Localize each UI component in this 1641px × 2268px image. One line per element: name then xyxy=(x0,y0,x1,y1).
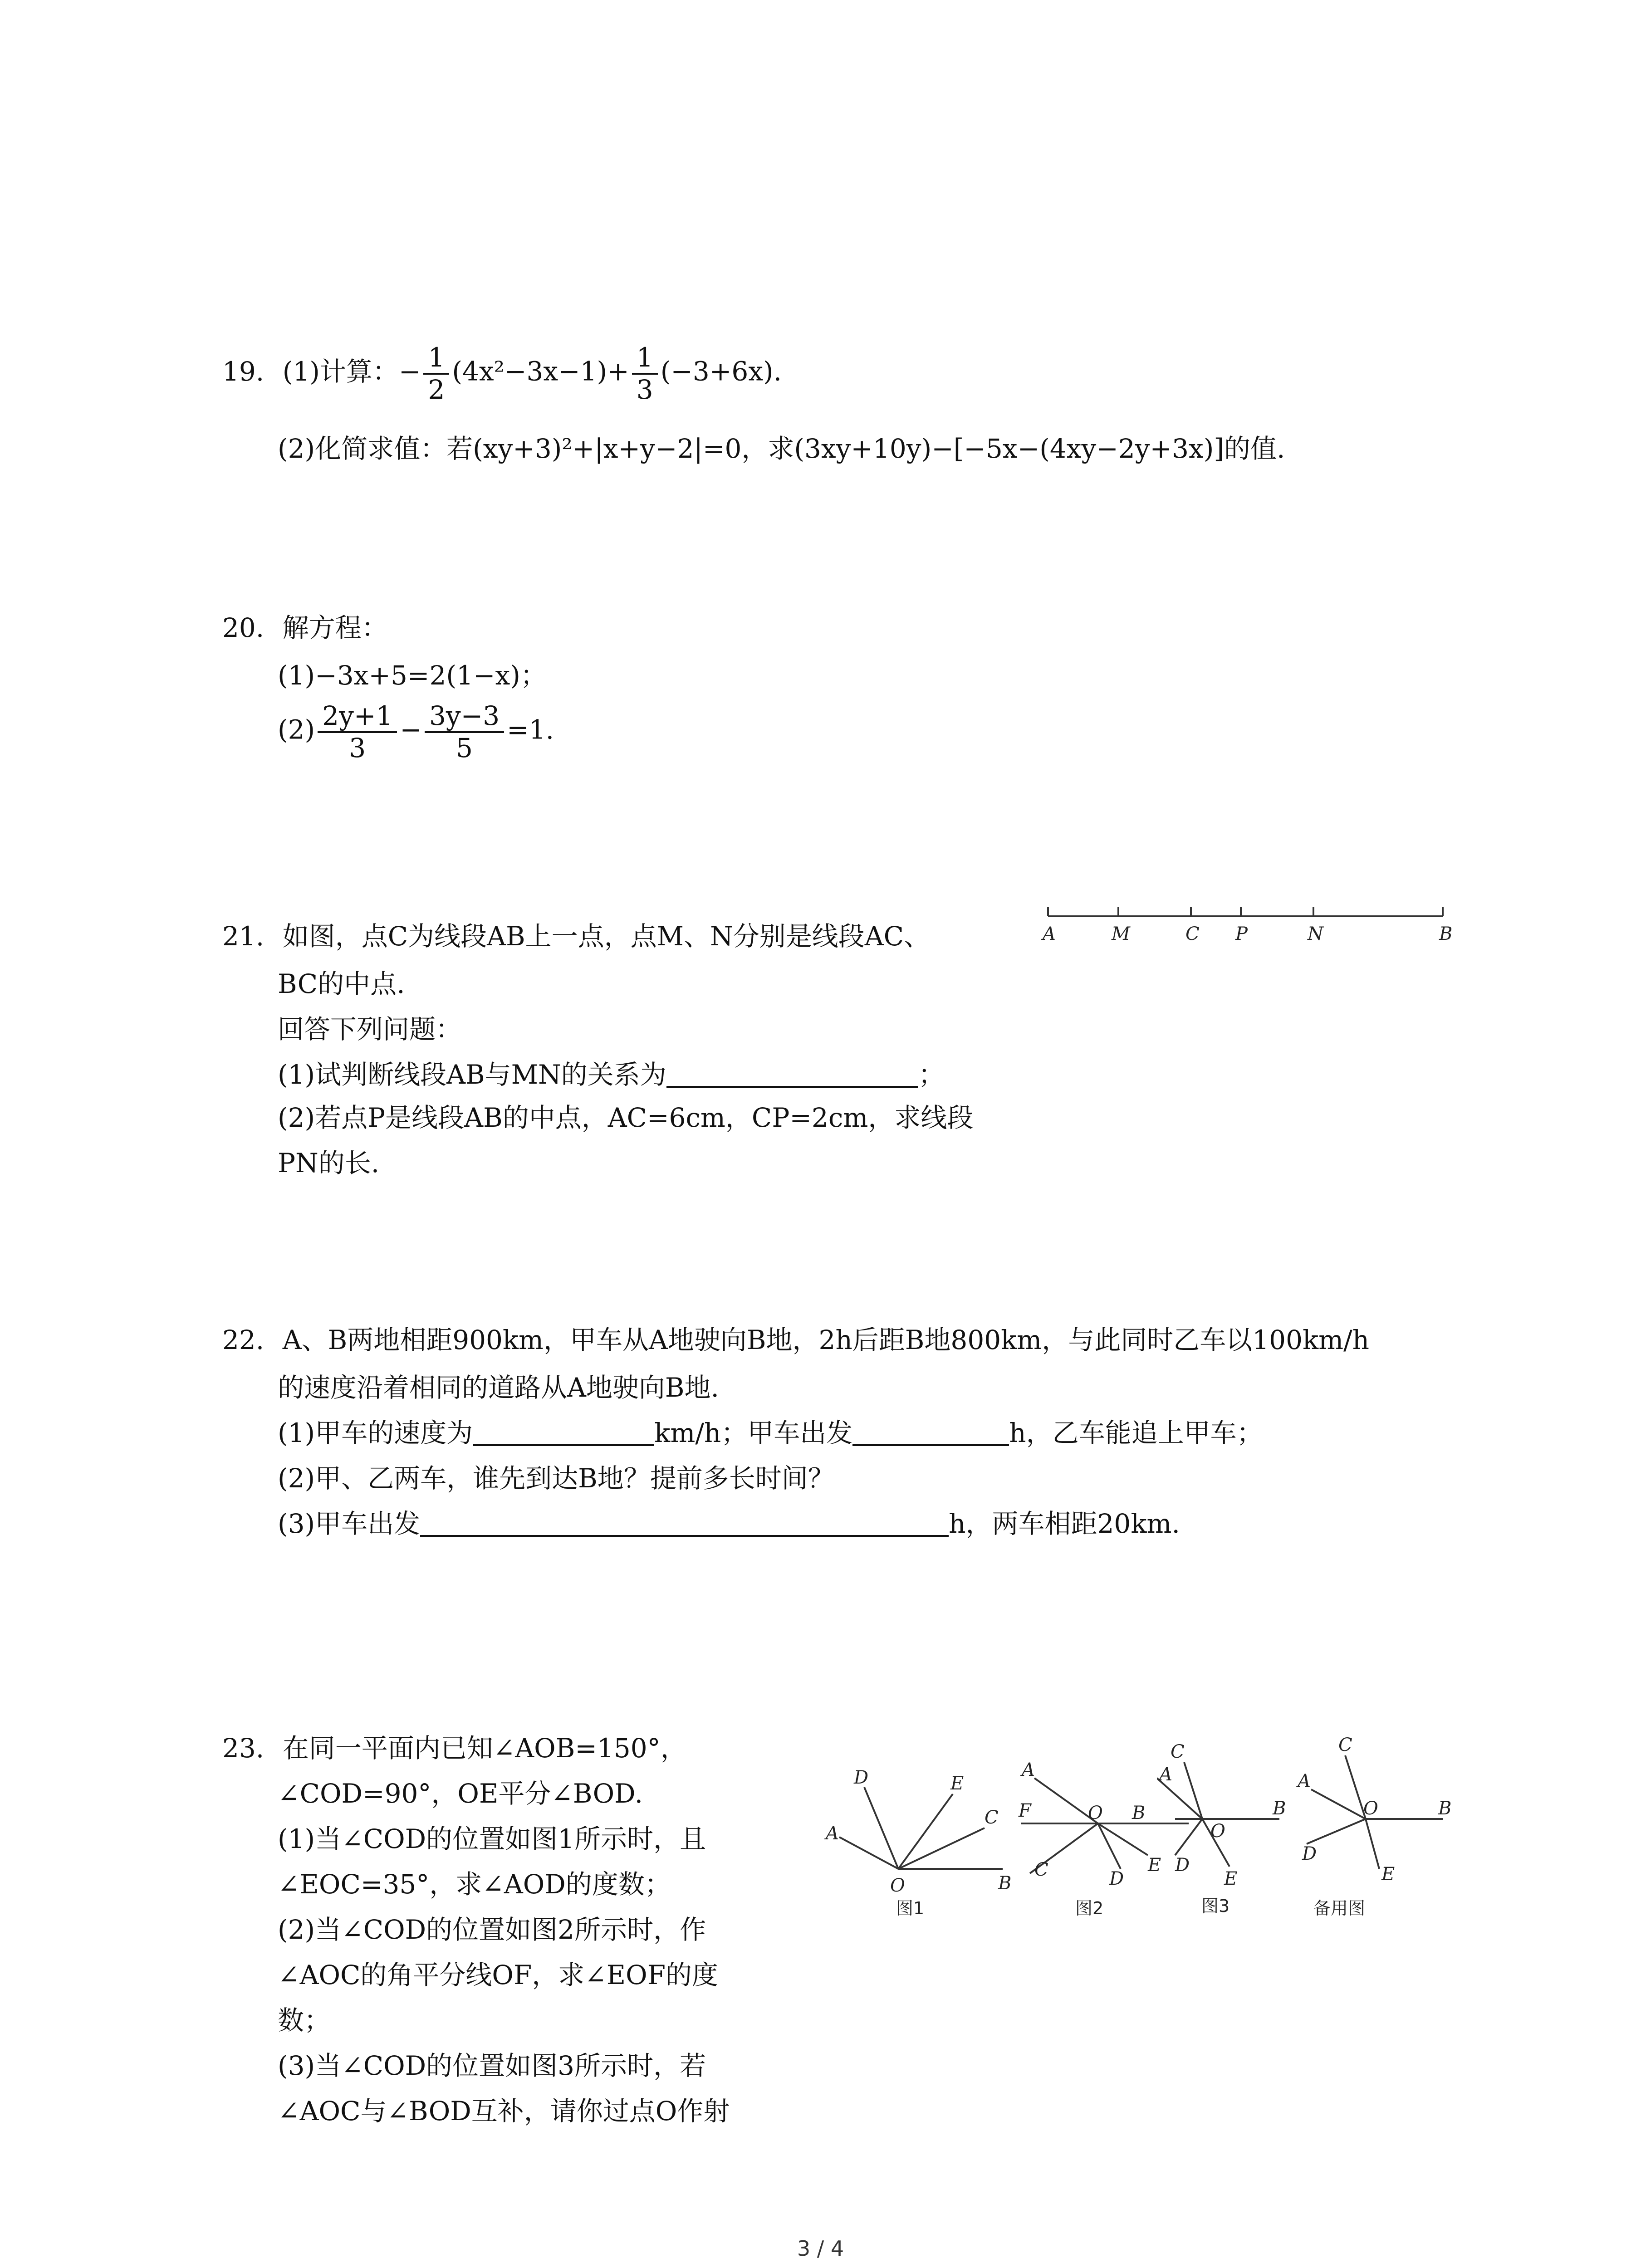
fig1-label-d: D xyxy=(854,1767,869,1788)
q23-line2: ∠COD=90°，OE平分∠BOD. xyxy=(278,1778,643,1809)
q21-label-p: P xyxy=(1235,924,1248,944)
q19-fraction-1: $\frac{1}{2}$ xyxy=(423,342,449,405)
q20-fraction-1: $\frac{2y+1}{3}$ xyxy=(318,701,397,763)
fig2-label-c: C xyxy=(1034,1859,1048,1880)
q20-title-text: 解方程： xyxy=(282,612,388,643)
q20-part1: (1)−3x+5=2(1−x)； xyxy=(278,660,547,691)
q22-line1: 22. A、B两地相距900km，甲车从A地驶向B地，2h后距B地800km，与此同时乙车以100km/h xyxy=(222,1325,1370,1355)
q21-label-b: B xyxy=(1439,924,1453,944)
q19-number: 19. xyxy=(222,356,265,387)
fig3-label-b: B xyxy=(1273,1798,1286,1819)
q19-p1-mid: (4x²−3x−1)+ xyxy=(452,356,629,387)
fig2-label-b: B xyxy=(1132,1803,1146,1823)
q19-fraction-2: $\frac{1}{3}$ xyxy=(632,342,658,405)
fig2-label-e: E xyxy=(1148,1855,1161,1876)
fig2-label-f: F xyxy=(1019,1800,1031,1821)
fig1-label-b: B xyxy=(998,1873,1012,1894)
q22-line2: 的速度沿着相同的道路从A地驶向B地. xyxy=(278,1372,719,1403)
q21-segment-figure xyxy=(1034,903,1461,953)
q21-line2: BC的中点. xyxy=(278,968,405,999)
fig3-label-o: O xyxy=(1210,1821,1225,1842)
q22-distance-time-blank[interactable] xyxy=(420,1509,949,1537)
q23-line7: 数； xyxy=(278,2005,331,2036)
fig4-caption: 备用图 xyxy=(1313,1898,1366,1918)
q23-line4: ∠EOC=35°，求∠AOD的度数； xyxy=(278,1869,671,1900)
q19-p1-prefix: (1)计算：− xyxy=(282,356,421,387)
q23-line3: (1)当∠COD的位置如图1所示时，且 xyxy=(278,1823,706,1854)
q21-line1: 21. 如图，点C为线段AB上一点，点M、N分别是线段AC、 xyxy=(222,921,930,952)
q21-line6: PN的长. xyxy=(278,1148,380,1178)
fig1-label-o: O xyxy=(890,1875,905,1896)
q22-line5: (3)甲车出发 h，两车相距20km. xyxy=(278,1508,1180,1539)
fig3-label-c: C xyxy=(1171,1741,1185,1762)
fig4-label-d: D xyxy=(1302,1843,1317,1864)
q22-number: 22. xyxy=(222,1325,265,1355)
q21-line3: 回答下列问题： xyxy=(278,1014,462,1045)
fig4-label-e: E xyxy=(1381,1864,1395,1885)
q21-label-n: N xyxy=(1308,924,1323,944)
q20-part2: (2) $\frac{2y+1}{3}$ − $\frac{3y-3}{5}$ =1. xyxy=(278,700,554,763)
q21-label-c: C xyxy=(1185,924,1200,944)
q21-line5: (2)若点P是线段AB的中点，AC=6cm，CP=2cm，求线段 xyxy=(278,1102,974,1133)
fig1-caption: 图1 xyxy=(896,1898,925,1918)
q23-line6: ∠AOC的角平分线OF，求∠EOF的度 xyxy=(278,1960,718,1990)
q21-number: 21. xyxy=(222,921,265,952)
fig1-label-c: C xyxy=(985,1807,999,1828)
q23-line8: (3)当∠COD的位置如图3所示时，若 xyxy=(278,2050,706,2081)
fig1-label-a: A xyxy=(826,1823,839,1844)
q22-speed-blank[interactable] xyxy=(473,1418,654,1446)
q23-spare-figure xyxy=(1288,1724,1461,1923)
page-number: 3 / 4 xyxy=(797,2236,844,2261)
fig2-label-d: D xyxy=(1109,1868,1124,1889)
q19-part2: (2)化简求值：若(xy+3)²+|x+y−2|=0，求(3xy+10y)−[−5x−(4xy−2y+3x)]的值. xyxy=(278,433,1285,464)
fig2-label-a: A xyxy=(1022,1760,1035,1780)
fig4-label-c: C xyxy=(1338,1735,1352,1755)
fig2-caption: 图2 xyxy=(1075,1898,1104,1918)
q20-fraction-2: $\frac{3y-3}{5}$ xyxy=(425,701,504,763)
q19-p1-end: (−3+6x). xyxy=(660,356,782,387)
q21-line4: (1)试判断线段AB与MN的关系为 ； xyxy=(278,1059,945,1090)
q21-label-a: A xyxy=(1043,924,1056,944)
q20-number: 20. xyxy=(222,612,265,643)
q21-answer-blank[interactable] xyxy=(666,1060,918,1088)
fig4-label-a: A xyxy=(1298,1771,1311,1792)
q22-line4: (2)甲、乙两车，谁先到达B地？提前多长时间？ xyxy=(278,1463,834,1494)
q22-line3: (1)甲车的速度为 km/h；甲车出发 h，乙车能追上甲车； xyxy=(278,1418,1263,1448)
q19-part1 xyxy=(222,342,782,405)
fig4-label-o: O xyxy=(1363,1798,1378,1819)
fig1-label-e: E xyxy=(950,1773,964,1794)
fig3-label-e: E xyxy=(1224,1868,1238,1889)
fig2-label-o: O xyxy=(1088,1803,1103,1823)
fig3-caption: 图3 xyxy=(1201,1896,1230,1916)
fig3-label-d: D xyxy=(1175,1855,1190,1876)
q23-figure-1 xyxy=(821,1760,1021,1923)
q23-line9: ∠AOC与∠BOD互补，请你过点O作射 xyxy=(278,2096,730,2126)
q20-title xyxy=(222,612,388,644)
q23-line1: 23. 在同一平面内已知∠AOB=150°， xyxy=(222,1733,687,1764)
q23-number: 23. xyxy=(222,1733,265,1764)
q21-label-m: M xyxy=(1112,924,1130,944)
fig3-label-a: A xyxy=(1159,1764,1172,1785)
q22-time-blank[interactable] xyxy=(852,1418,1009,1446)
q23-line5: (2)当∠COD的位置如图2所示时，作 xyxy=(278,1914,706,1945)
fig4-label-b: B xyxy=(1438,1798,1452,1819)
